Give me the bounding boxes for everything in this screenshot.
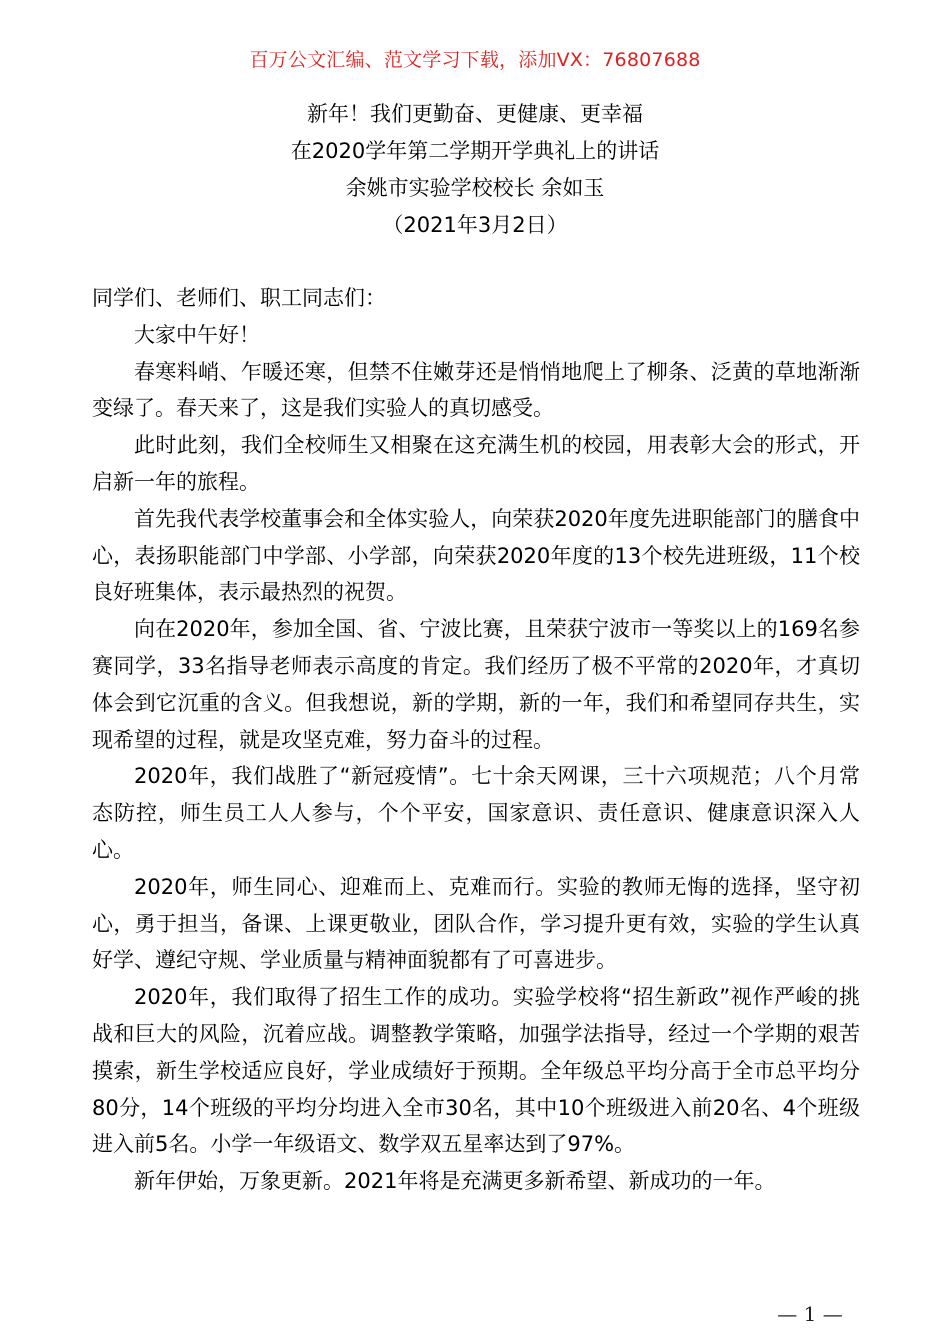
paragraph: 2020年，师生同心、迎难而上、克难而行。实验的教师无悔的选择，坚守初心，勇于担当，备课、上课更敬业，团队合作，学习提升更有效，实验的学生认真好学、遵纪守规、学业质量与精神面貌都有了可喜进步。 [92, 874, 860, 973]
paragraph: 新年伊始，万象更新。2021年将是充满更多新希望、新成功的一年。 [134, 1169, 776, 1194]
speech-date: （2021年3月2日） [382, 213, 568, 237]
paragraph: 向在2020年，参加全国、省、宁波比赛，且荣获宁波市一等奖以上的169名参赛同学，33名指导老师表示高度的肯定。我们经历了极不平常的2020年，才真切体会到它沉重的含义。但我想说，新的学期，新的一年，我们和希望同存共生，实现希望的过程，就是攻坚克难，努力奋斗的过程。 [92, 617, 860, 752]
speaker-line: 余姚市实验学校校长 余如玉 [345, 176, 605, 200]
speech-subtitle: 在2020学年第二学期开学典礼上的讲话 [290, 139, 660, 163]
paragraph: 大家中午好！ [134, 322, 260, 347]
salutation: 同学们、老师们、职工同志们： [92, 286, 386, 310]
speech-title-block [0, 96, 950, 244]
paragraph: 2020年，我们取得了招生工作的成功。实验学校将“招生新政”视作严峻的挑战和巨大的风险，沉着应战。调整教学策略，加强学法指导，经过一个学期的艰苦摸索，新生学校适应良好，学业成绩好于预期。全年级总平均分高于全市总平均分80分，14个班级的平均分均进入全市30名，其中10个班级进入前20名、4个班级进入前5名。小学一年级语文、数学双五星率达到了97%。 [92, 985, 860, 1157]
paragraph: 此时此刻，我们全校师生又相聚在这充满生机的校园，用表彰大会的形式，开启新一年的旅程。 [92, 433, 860, 494]
paragraph: 首先我代表学校董事会和全体实验人，向荣获2020年度先进职能部门的膳食中心，表扬职能部门中学部、小学部，向荣获2020年度的13个校先进班级，11个校良好班集体，表示最热烈的祝贺。 [92, 506, 860, 605]
page-number: — 1 — [777, 1302, 843, 1326]
promo-banner: 百万公文汇编、范文学习下载，添加VX：76807688 [249, 49, 701, 71]
speech-title: 新年！我们更勤奋、更健康、更幸福 [307, 102, 643, 126]
paragraph: 春寒料峭、乍暖还寒，但禁不住嫩芽还是悄悄地爬上了柳条、泛黄的草地渐渐变绿了。春天来了，这是我们实验人的真切感受。 [92, 359, 860, 421]
speech-body [92, 280, 860, 1200]
paragraph: 2020年，我们战胜了“新冠疫情”。七十余天网课，三十六项规范；八个月常态防控，师生员工人人参与，个个平安，国家意识、责任意识、健康意识深入人心。 [92, 764, 860, 862]
